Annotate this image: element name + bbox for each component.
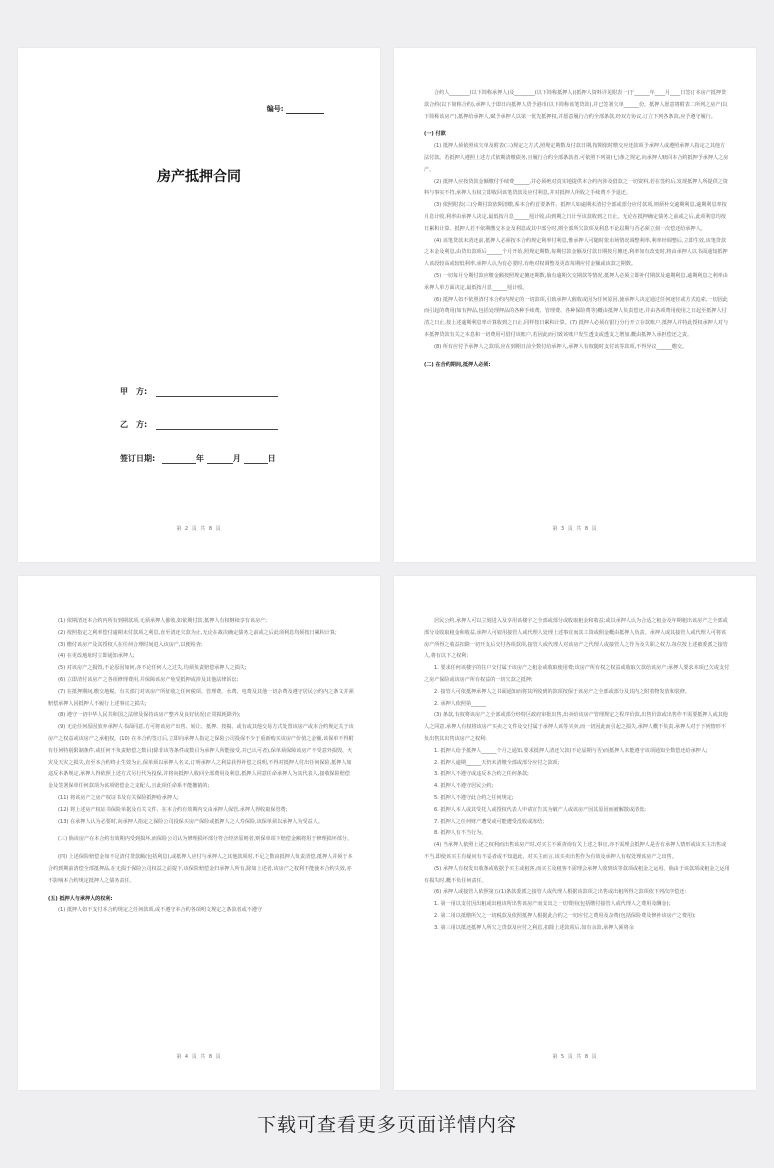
year-blank	[162, 454, 196, 464]
party-b-field	[120, 419, 278, 430]
year-label: 年	[196, 454, 204, 463]
paragraph: 2. 抵押人逾期______天仍未清缴全部或部分应付之款项;	[434, 759, 560, 766]
paragraph: (3) 条款,有权将该房产之全部或部分经特区政府审批出售,出卖给该房产管理规定之程序价款,出售价款或出售作不需要抵押人或其他人之同意,承押人有权将该房产买卖之文件及交付属于承押人该等买卖,而一切因此而引起之损失,承押人概不负责,承押人对于下列情形不负出售其出售该房产之权利:	[424, 712, 728, 742]
page-body	[424, 616, 730, 935]
paragraph: 7. 抵押人之任何财产遭受或可能遭受没收或冻结;	[434, 818, 545, 825]
page-footer: 第 3 页 共 8 页	[552, 526, 598, 532]
paragraph: (5) 对该房产之损毁,不论原因如何,亦不论任何人之过失,均须负责赔偿承押人之损失;	[58, 665, 247, 672]
party-a-field	[120, 386, 278, 397]
paragraph: (6) 立即清付该房产之各项修理费用,并保障该房产免受抵押或涉及其他法律诉讼;	[58, 676, 239, 683]
sign-date-field	[120, 453, 276, 464]
paragraph: (7) 在抵押期间,缴交地税、有关部门对该房产所征收之任何税项、管理费、水费、电费及其他一切杂费及遵守居民公约内之条文并须赔偿承押人因抵押人不履行上述事宜之损失;	[48, 688, 354, 707]
paragraph: (11) 将该房产之房产权证书及有关保险抵押给承押人;	[58, 794, 179, 801]
paragraph: 8. 抵押人有不当行为。	[434, 830, 487, 837]
download-banner[interactable]: 下载可查看更多页面详情内容	[256, 1114, 517, 1136]
paragraph: (4) 在更改地址时立即通知承押人;	[58, 653, 135, 660]
document-page-4	[394, 576, 756, 1090]
paragraph: (8) 遵守一切中华人民共和国之法律及保持该房产整齐及良好状况(正常损耗除外);	[58, 712, 241, 719]
paragraph: (2) 抵押人应按贷款金额缴付手续费______,并必须绝对真实地提供本合约内涉及借款之一切资料,若在签约后,发现抵押人所提供之资料与事实不符,承押人有权立即收回该笔贷款及应付利息,并对抵押人所收之手续费不予退还。	[424, 178, 728, 197]
party-b-blank	[156, 420, 278, 430]
paragraph: 1. 第一用以支付因出租或出租该所出售该房产而支出之一切费用(包括缴付接管人或代理人之费用及酬金);	[434, 901, 671, 908]
page-body	[424, 88, 730, 371]
paragraph: (1) 抵押人须依照该欠单及附表(三)规定之方式,照规定期数及付款日期,按期依时缴交应还款项予承押人或遵照承押人指定之其他方法付款。若抵押人遵照上述方式依期清缴债务,且履行合约全部条款者,可依照下列第(七)条之规定,向承押人赎回本合约抵押予承押人之房产。	[424, 143, 729, 173]
paragraph: (1) 依期清还本合约内所有到期款项,无须承押人催收,如依期付款,抵押人有权继续享有该房产;	[58, 618, 267, 624]
party-b-label: 乙 方:	[120, 420, 148, 429]
document-page-3	[18, 576, 380, 1090]
paragraph: 1. 抵押人给予抵押人______个月之通知,要求抵押人清还欠款(不论届期与否)而抵押人未能遵守该项通知全数偿还给承押人;	[434, 747, 708, 754]
document-page-2	[394, 48, 756, 562]
paragraph: (6) 承押人或接管人依照第五(1)条款委派之接管人或代理人根据该款项之出售或出租所得之款项依下列次序偿还:	[434, 889, 687, 896]
paragraph: (3) 依照附表(三)分期付款依期清缴,系本合约首要条件。抵押人如逾期未清付全部或部分应付款项,则须补交逾期利息,逾期利息率按月息计收,利率由承押人决定,最低按月息______厘计收,由到期之日计至该款收到之日止。无论在抵押确定债务之前或之后,此项利息均按日累积计算。抵押人若不依期缴交本金及利息或其中部分时,则全部所欠款项及利息不论届期与否必须立刻一次偿还给承押人。	[424, 202, 727, 232]
paragraph: 4. 抵押人不遵守居民公约;	[434, 783, 494, 790]
paragraph: (三) 倘该房产在本合约有效期内受到损坏,而保险公司认为修理损坏部分符合经济原则者,则保单项下赔偿金额将用于修理损坏部分。	[58, 836, 353, 843]
paragraph: (1) 抵押人如不支付本合约规定之任何款项,或不遵守本合约各项明文规定之条款者或不遵守	[58, 907, 263, 914]
paragraph: (4) 当承押人依照上述之权利而出售该房产时,对买主不须查询有关上述之事宜,亦不需理会抵押人是否有承押人情形或该买主出售或不当,即使该买主有疑问有不妥者或不知道此、对买主而言,该买卖出售作为有效及承押人有权处理该房产之出售。	[424, 842, 727, 860]
document-title: 房产抵押合同	[157, 169, 241, 185]
paragraph: 3. 抵押人不遵守或违反本合约之任何条款;	[434, 771, 529, 778]
page-footer: 第 4 页 共 8 页	[176, 1054, 222, 1060]
paragraph: 3. 第三用以抵还抵押人所欠之贷款及应付之利息,扣除上述款项后,如有余款,承押人须将余	[434, 924, 634, 931]
paragraph: (13) 在承押人认为必要时,向承押人指定之保险公司投保买房产保险或抵押人之人寿保险,该保单须以承押人为受益人。	[58, 818, 323, 825]
month-label: 月	[232, 454, 241, 463]
paragraph: 居民公约,承押人可以立刻进入及享用该楼宇之全部或部分或收取租金和收益;或以承押人认为合适之租金及年期租出该房产之全部或部分及收取租金和收益,承押人可雇用接管人或代理人处理上述事宜而其工资或佣金概由抵押人负责。承押人或其接管人或代理人可将该房产所得之收益扣除一切开支后交付各项款项,接管人或代理人对该房产之代理人或接管人之作为及失职之权力,每位按上述被委派之接管人,将有以下之权利:	[424, 618, 728, 660]
page-body	[48, 616, 354, 917]
day-blank	[244, 454, 268, 464]
section-heading: (一) 付款	[424, 131, 446, 138]
paragraph: (3) 缴付该房产及其授权人在任何合理时间进入该房产,以便检查:	[58, 641, 203, 648]
paragraph: 2. 承押人依照第______	[434, 700, 487, 707]
section-heading: (二) 在合约期间,抵押人必须:	[424, 361, 491, 368]
page-footer: 第 5 页 共 8 页	[552, 1054, 598, 1060]
paragraph: (6) 抵押人如不依照清付本合约内规定的一切款项,引致承押人催收或因为任何原因,使承押人决定通过任何途径或方式追索,一切因此而引起的费用(如有押品,包括处理押品的各种手续费、管理费、各种保险费等)概由抵押人负责偿还,并由各项费用使用之日起至抵押人付清之日止,按上述逾期利息率计算收到之日止,同样按日累积计算。(7) 抵押人必须在银行分行开立存款账户,抵押人并特此授权承押人对与本抵押贷款有关之本息和一切费用可借付该账户,若因此而引致该账户发生透支或透支之增加,概由抵押人承担偿还之责。	[424, 296, 729, 338]
paragraph: 合约人________(以下简称承押人)及________(以下简称抵押人)(抵押人资料详见附表一)于______年____月____日签订本房产抵押贷款合约(以下简称合约),承押人于即日向抵押人贷予港币(以下简称该笔贷款),并已签署欠单______份。抵押人愿意将附表二所列之房产(以下简称该房产),抵押给承押人,赋予承押人以第一优先抵押权,并愿意履行合约全部条款,经双方协议,订立下列各条款,应予遵守履行。	[424, 90, 728, 120]
day-label: 日	[267, 454, 276, 463]
party-a-label: 甲 方:	[120, 387, 148, 396]
section-heading: (五) 抵押人与承押人的权利:	[48, 895, 113, 902]
paragraph: (9) 无论任何原因放弃承押人书面同意,方可将该房产出售、转让、抵押、按揭、或有或其他交易方式处置该房产或本合约规定关于该房产之权益或该房产之承租权。(10) 在本合约签订后,立即向承押人指定之保险公司投保不少于重新购买该房产价值之金额,该保单不得附有任何特别限制条件,或任何不负责赔偿之数目(除非该等条件或数目为承押人所能接受,并已认可者),保单须保障该房产不受意外损毁、火灾及天灾之损失,直至本合约终止生效为止,保单须以承押人名义,订明承押人之利益获得补偿之说明,不得对抵押人付出任何保险,抵押人如违反本条规定,承押人得依照上述方式另行代为投保,并将向抵押人收回全部费用及利息,抵押人同意任命承押人为其代表人,接收保险赔偿金及签署保单任何款项为该项赔偿金之支配人,且此项任命系不能撤销的;	[48, 724, 354, 790]
paragraph: 1. 要求任何该楼宇的住户交付属于该房产之租金或收取使用费;该房产所有权之权益或收取欠款给该房产;承押人要求本项已欠或支付之房产保险或该房产所有权益的一切欠款之抵押;	[424, 665, 730, 683]
month-blank	[207, 454, 233, 464]
paragraph: (四) 上述保险赔偿金如不足清付贷款额(包括利息),或抵押人应付与承押人之其他款项时,不足之数由抵押人负责清偿,抵押人并须于本合约到期前清偿全部抵押品,在无损于保险公司权益之前提下,该保险赔偿金归承押人所有,除如上述者,该房产之权利不能使本合约失效,亦不影响本合约规定抵押人之债务责任。	[48, 854, 353, 884]
paragraph: (12) 将上述房产权证书保险单据及有关文件、在本合约有效期内交由承押人保管,承押人得收取保管费;	[58, 806, 288, 813]
paragraph: (8) 所有应付予承押人之款项,应在到期日前全数付给承押人,承押人有权随时支付该等款项,不得异议______缴交。	[434, 343, 688, 350]
paragraph: (5) 一切每月分期付款应缴金额按照规定摊还期数,倘有逾期欠交期款等情况,抵押人必须立即补付期款及逾期利息,逾期利息之利率由承押人单方面决定,最低按月息______厘计收。	[424, 272, 728, 291]
paragraph: 5. 抵押人不遵守此合约之任何规定;	[434, 794, 514, 801]
paragraph: (5) 承押人有权发出收条或收据予买主或租客,而买主及租客不需理会承押人收到该等款项或租金之运用。倘由于该款项或租金之运用有损失时,概不负任何责任。	[424, 865, 730, 884]
sign-date-label: 签订日期:	[120, 454, 156, 463]
paragraph: 6. 抵押人本人或其受托人或授权代表人申请宣告其为破产人或该房产因其原因而被解散或清盘;	[434, 806, 646, 813]
contract-number-label: 编号:	[266, 105, 284, 113]
paragraph: 2. 第二用以抵缴所欠之一切税款及依照抵押人根据此合约之一切应付之费用及杂费(包括保险费及修补该房产之费用);	[434, 912, 696, 919]
document-page-cover	[18, 48, 380, 562]
paragraph: (2) 按照指定之利率偿付逾期未付款项之利息,直至清还欠款为止,无论在裁决确定债务之前或之后此项利息均须按日累积计算;	[58, 629, 337, 636]
page-footer: 第 2 页 共 8 页	[176, 526, 222, 532]
contract-number-blank	[286, 106, 324, 114]
paragraph: 2. 接管人可依抵押承押人之书面通知而将其所收到的款项按保于该房产之全部或部分及其内之附着物发放和装修。	[434, 688, 691, 695]
party-a-blank	[156, 387, 278, 397]
contract-number	[267, 104, 324, 114]
paragraph: (4) 该笔贷款未清还前,抵押人必须按本合约规定利率付利息,惟承押人可随时依市场情况调整利率,利率经调整后,立即生效,该笔贷款之本金及利息,由贷出款项后______个月开始,照规定期数,每期付款金额及付款日期按月摊还,利率如有改变时,将由承押人以书面通知抵押人该段较高或较低利率,承押人认为有必要时,有绝对权调整及更改每期应付金额或该款之期数。	[424, 237, 728, 268]
